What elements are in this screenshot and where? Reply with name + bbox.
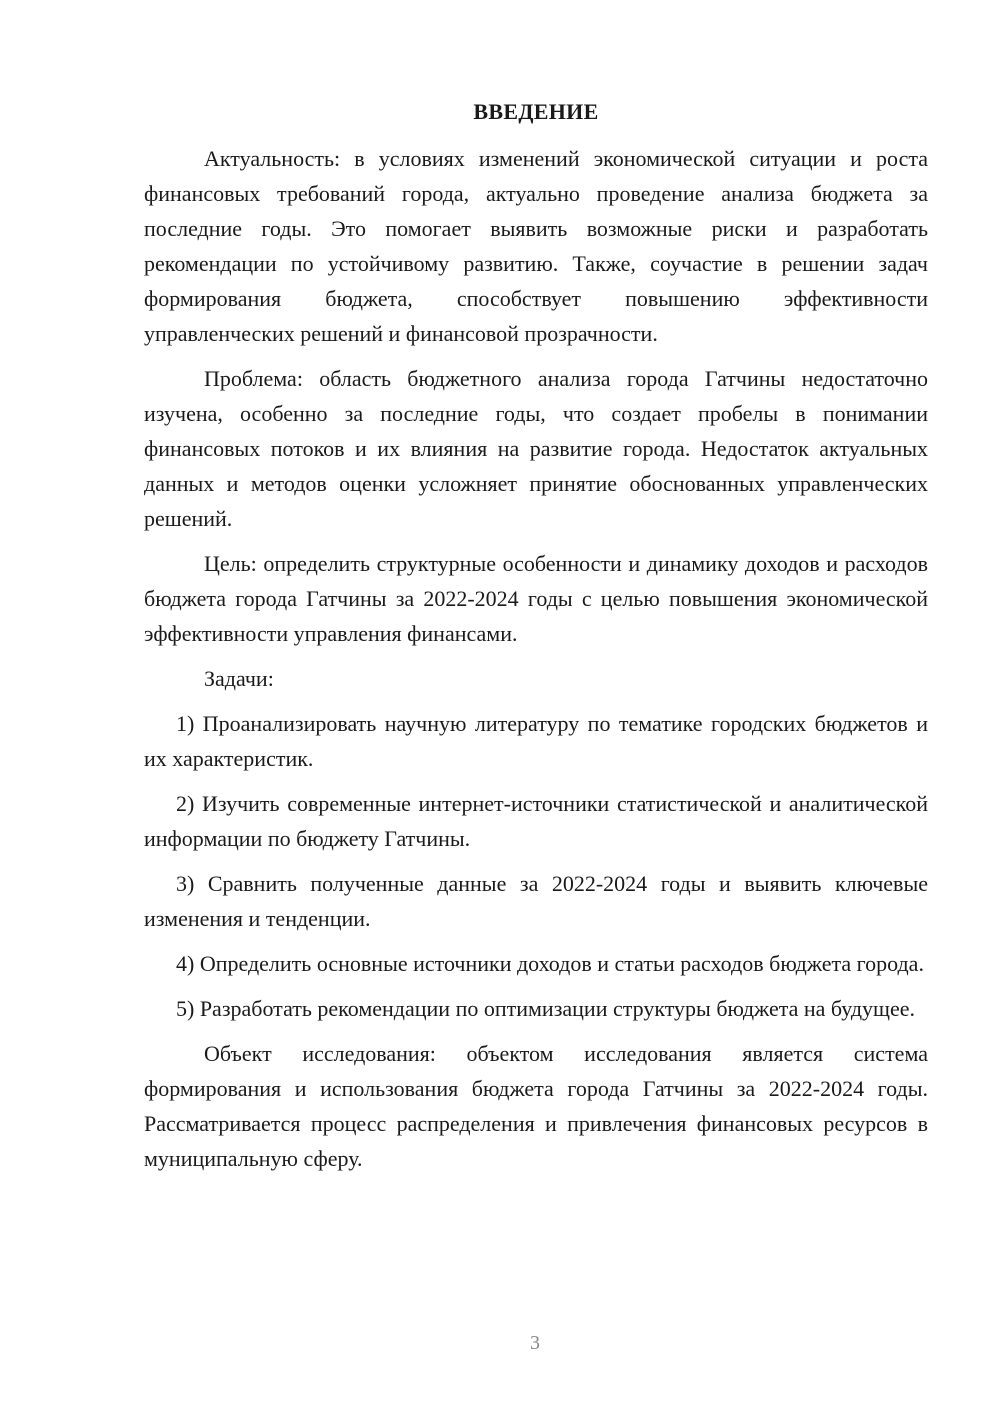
tasks-heading: Задачи: (204, 666, 274, 691)
task-item: 4) Определить основные источники доходов и статьи расходов бюджета города. (176, 951, 924, 976)
paragraph-goal: Цель: определить структурные особенности и динамику доходов и расходов бюджета города Гатчины за 2022-2024 годы с целью повышения экономической эффективности управления финансами. (144, 551, 928, 646)
document-page (144, 94, 928, 1186)
paragraph-relevance: Актуальность: в условиях изменений экономической ситуации и роста финансовых требований города, актуально проведение анализа бюджета за последние годы. Это помогает выявить возможные риски и разработать рекомендации по устойчивому развитию. Также, соучастие в решении задач формирования бюджета, способствует повышению эффективности управленческих решений и финансовой прозрачности. (144, 146, 928, 346)
task-item: 1) Проанализировать научную литературу по тематике городских бюджетов и их характеристик. (144, 711, 928, 771)
paragraph-problem: Проблема: область бюджетного анализа города Гатчины недостаточно изучена, особенно за последние годы, что создает пробелы в понимании финансовых потоков и их влияния на развитие города. Недостаток актуальных данных и методов оценки усложняет принятие обоснованных управленческих решений. (144, 366, 928, 531)
section-title: ВВЕДЕНИЕ (473, 99, 599, 124)
task-item: 3) Сравнить полученные данные за 2022-2024 годы и выявить ключевые изменения и тенденции. (144, 871, 928, 931)
task-item: 5) Разработать рекомендации по оптимизации структуры бюджета на будущее. (176, 996, 916, 1021)
task-item: 2) Изучить современные интернет-источники статистической и аналитической информации по бюджету Гатчины. (144, 791, 928, 851)
page-number: 3 (530, 1332, 540, 1354)
paragraph-object: Объект исследования: объектом исследования является система формирования и использования бюджета города Гатчины за 2022-2024 годы. Рассматривается процесс распределения и привлечения финансовых ресурсов в муниципальную сферу. (144, 1041, 928, 1171)
